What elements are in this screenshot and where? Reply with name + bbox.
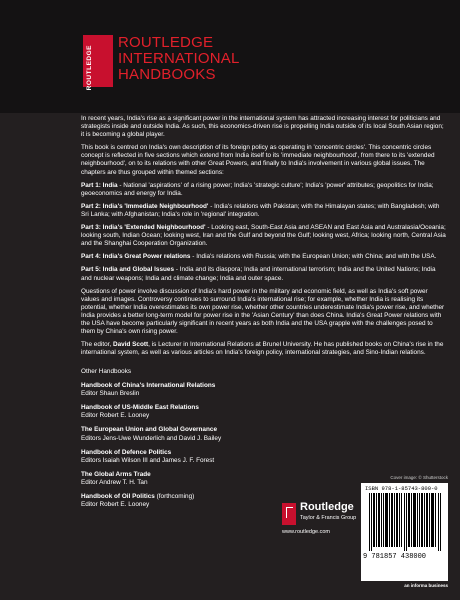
barcode-graphic	[369, 493, 441, 551]
part-2-title: Part 2: India's 'Immediate Neighbourhood'	[81, 202, 209, 210]
routledge-icon	[282, 503, 296, 525]
handbook-editor: Editor Shaun Breslin	[81, 390, 140, 398]
part-1-text: National 'aspirations' of a rising power; India's 'strategic culture'; India's 'power' attributes; geopolitics for India; geoeconomics and energy for India.	[81, 181, 434, 197]
handbook-item	[81, 426, 281, 442]
part-4: Part 4: India's Great Power relations - India's relations with Russia; with the European Union; with China; and with the USA.	[81, 253, 437, 261]
handbook-item	[81, 404, 281, 420]
handbook-title: The Global Arms Trade	[81, 470, 151, 478]
part-4-text: India's relations with Russia; with the European Union; with China; and with the USA.	[196, 253, 437, 261]
other-handbooks	[81, 368, 281, 515]
concept-paragraph: This book is centred on India's own description of its foreign policy as operating in 'concentric circles'. This concentric circles concept is reflected in five sections which extend from India itself to its 'immediate neighbourhood', from there to its 'extended neighbourhood', on to its relations with other Great Powers, and finally to India's involvement in various global issues. The chapters are thus grouped within themed sections:	[81, 144, 435, 176]
handbook-title-suffix: (forthcoming)	[154, 493, 195, 501]
handbook-item	[81, 449, 281, 465]
book-description	[81, 115, 446, 362]
handbook-editor: Editors Isaiah Wilson III and James J. F. Forest	[81, 456, 215, 464]
part-5-text: India and its diaspora; India and international terrorism; India and the United Nations; India and nuclear weapons; India and climate change; India and outer space.	[81, 266, 436, 282]
publisher-url: www.routledge.com	[282, 529, 330, 535]
handbook-title: Handbook of Oil Politics	[81, 493, 155, 501]
part-3-text: Looking east, South-East Asia and ASEAN and East Asia and Australasia/Oceania; looking south, Indian Ocean; looking west, Iran and the Gulf and beyond the Gulf; looking west, Africa; looking north, Central Asia and the Shanghai Cooperation Organization.	[81, 224, 446, 248]
routledge-logo-mark	[83, 35, 113, 91]
part-3: Part 3: India's 'Extended Neighbourhood' - Looking east, South-East Asia and ASEAN and East Asia and Australasia/Oceania; looking south, Indian Ocean; looking west, Iran and the Gulf and beyond the Gulf; looking west, Africa; looking north, Central Asia and the Shanghai Cooperation Organization.	[81, 224, 446, 248]
logo-line-3: HANDBOOKS	[118, 66, 216, 83]
handbook-title-line	[81, 493, 281, 501]
handbook-editor: Editors Jens-Uwe Wunderlich and David J. Bailey	[81, 434, 222, 442]
isbn-text: ISBN 978-1-85743-800-0	[365, 485, 438, 492]
part-1-title: Part 1: India	[81, 181, 118, 189]
part-3-title: Part 3: India's 'Extended Neighbourhood'	[81, 224, 206, 232]
questions-paragraph: Questions of power involve discussion of India's hard power in the military and economic field, as well as India's soft power values and images. Controversy continues to surround India's international rise; for example, whether India is realising its potential, whether India overestimates its own power rise, whether other countries underestimate India's power rise, and whether India provides a better long-term model for power rise in the 'Asian Century' than does China. India's Great Power relations with the USA have become particularly significant in recent years as both India and the USA grapple with the challenges posed to them by China's own rising power.	[81, 287, 445, 336]
part-1: Part 1: India - National 'aspirations' of a rising power; India's 'strategic culture'; India's 'power' attributes; geopolitics for India; geoeconomics and energy for India.	[81, 181, 434, 197]
informa-tagline: an informa business	[404, 583, 448, 588]
handbook-title: Handbook of Defence Politics	[81, 448, 172, 456]
handbook-item	[81, 471, 281, 487]
part-5-title: Part 5: India and Global Issues	[81, 266, 175, 274]
editor-name: David Scott	[112, 341, 149, 349]
handbook-title: The European Union and Global Governance	[81, 426, 217, 434]
series-logo-text	[118, 35, 240, 83]
intro-paragraph: In recent years, India's rise as a significant power in the international system has attracted increasing interest for politicians and strategists inside and outside India. As such, this economics-driven rise is propelling India outside of its local South Asian region; it is becoming a global player.	[81, 115, 444, 139]
part-2-text: India's relations with Pakistan; with the Himalayan states; with Bangladesh; with Sri Lanka; with Afghanistan; India's role in 'regional' integration.	[81, 202, 440, 218]
handbook-editor: Editor Robert E. Looney	[81, 501, 150, 509]
part-2: Part 2: India's 'Immediate Neighbourhood' - India's relations with Pakistan; with the Himalayan states; with Bangladesh; with Sri Lanka; with Afghanistan; India's role in 'regional' integration.	[81, 202, 440, 218]
logo-mark-word: ROUTLEDGE	[86, 45, 93, 91]
part-5: Part 5: India and Global Issues - India and its diaspora; India and international terrorism; India and the United Nations; India and nuclear weapons; India and climate change; India and outer space.	[81, 266, 436, 282]
handbook-title: Handbook of US-Middle East Relations	[81, 404, 199, 412]
logo-line-1: ROUTLEDGE	[118, 34, 214, 51]
handbook-editor: Editor Robert E. Looney	[81, 412, 150, 420]
logo-line-2: INTERNATIONAL	[118, 50, 240, 67]
editor-bio: , is Lecturer in International Relations at Brunel University. He has published books on China's rise in the international system, as well as various articles on India's foreign policy, international strategies, and Sino-Indian relations.	[81, 341, 444, 357]
handbook-title: Handbook of China's International Relations	[81, 382, 216, 390]
publisher-group: Taylor & Francis Group	[300, 515, 357, 521]
part-4-title: Part 4: India's Great Power relations	[81, 253, 191, 261]
other-handbooks-heading: Other Handbooks	[81, 368, 132, 375]
cover-header	[0, 0, 460, 113]
cover-image-credit: Cover image: © Shutterstock	[390, 475, 448, 480]
editor-paragraph	[81, 341, 446, 357]
handbook-item	[81, 493, 281, 509]
handbook-editor: Editor Andrew T. H. Tan	[81, 478, 148, 486]
barcode-panel	[361, 483, 448, 581]
publisher-name: Routledge	[300, 501, 354, 513]
barcode-number: 9 781857 438000	[363, 553, 427, 561]
editor-prefix: The editor,	[81, 341, 112, 349]
handbook-item	[81, 382, 281, 398]
